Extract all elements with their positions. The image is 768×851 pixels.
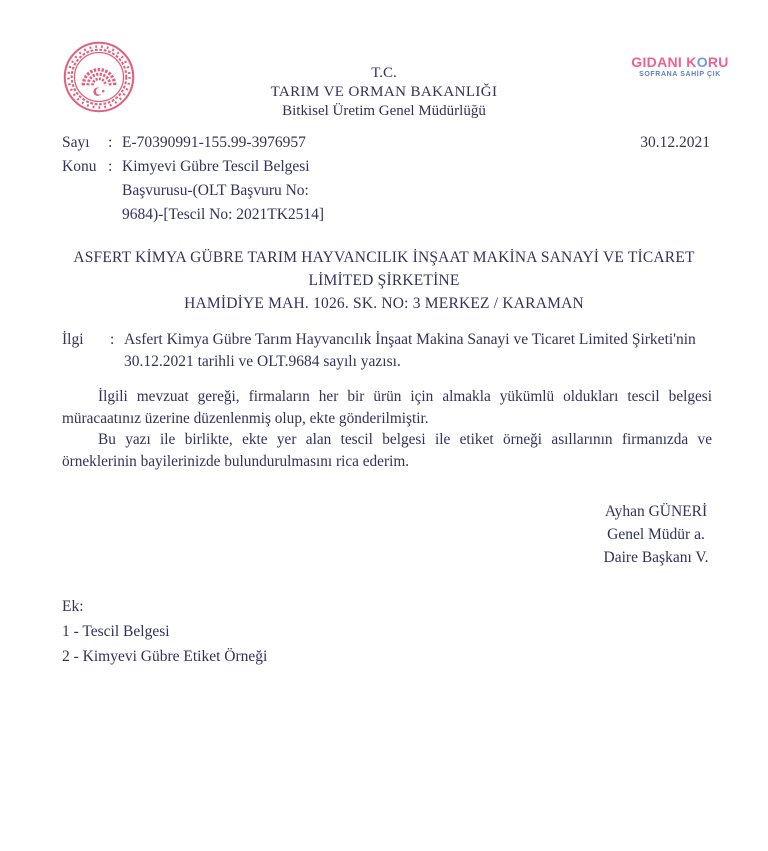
- directorate-name: Bitkisel Üretim Genel Müdürlüğü: [282, 103, 486, 119]
- attachments-label: Ek:: [62, 598, 84, 615]
- document-number: E-70390991-155.99-3976957: [122, 134, 306, 151]
- document-number-row: Sayı : E-70390991-155.99-3976957: [62, 131, 712, 155]
- reference-text: [124, 329, 714, 373]
- subject-label: Konu: [62, 158, 97, 175]
- addressee-line: LİMİTED ŞİRKETİNE: [308, 272, 460, 289]
- reference-line: Asfert Kimya Gübre Tarım Hayvancılık İnşaat Makina Sanayi ve Ticaret Limited Şirketi'nin: [124, 331, 696, 348]
- subject-line: Kimyevi Gübre Tescil Belgesi: [122, 158, 310, 175]
- ministry-name: TARIM VE ORMAN BAKANLIĞI: [270, 84, 498, 100]
- letter-body: [62, 386, 712, 472]
- signature-block: [556, 500, 756, 569]
- signer-title: Genel Müdür a.: [607, 526, 705, 543]
- gidani-koru-logo: [612, 54, 748, 79]
- addressee-line: ASFERT KİMYA GÜBRE TARIM HAYVANCILIK İNŞAAT MAKİNA SANAYİ VE TİCARET: [73, 249, 695, 266]
- subject-row: Konu : Kimyevi Gübre Tescil Belgesi: [62, 155, 712, 179]
- attachment-item: 1 - Tescil Belgesi: [62, 623, 170, 640]
- campaign-title: GIDANI KORU: [631, 54, 729, 70]
- signer-name: Ayhan GÜNERİ: [604, 503, 708, 520]
- campaign-subtitle: SOFRANA SAHİP ÇIK: [639, 71, 721, 78]
- addressee-line: HAMİDİYE MAH. 1026. SK. NO: 3 MERKEZ / KARAMAN: [184, 295, 584, 312]
- campaign-title-o: O: [696, 54, 708, 70]
- addressee-block: [0, 246, 768, 315]
- subject-line: 9684)-[Tescil No: 2021TK2514]: [122, 206, 325, 223]
- republic-abbreviation: T.C.: [371, 65, 397, 81]
- reference-block: İlgi : Asfert Kimya Gübre Tarım Hayvancılık İnşaat Makina Sanayi ve Ticaret Limited Şirketi'nin 30.12.2021 tarihli ve OLT.9684 sayılı yazısı.: [62, 329, 714, 373]
- attachments-block: [62, 594, 267, 669]
- attachment-item: 2 - Kimyevi Gübre Etiket Örneği: [62, 648, 268, 665]
- document-date: 30.12.2021: [640, 134, 710, 151]
- signer-title: Daire Başkanı V.: [603, 549, 709, 566]
- reference-label: İlgi: [62, 331, 84, 348]
- body-paragraph: Bu yazı ile birlikte, ekte yer alan tescil belgesi ile etiket örneği asıllarının firmanızda ve örneklerinin bayilerinizde bulundurulmasını rica ederim.: [62, 431, 712, 470]
- reference-line: 30.12.2021 tarihli ve OLT.9684 sayılı yazısı.: [124, 353, 401, 370]
- number-label: Sayı: [62, 134, 90, 151]
- subject-line: Başvurusu-(OLT Başvuru No:: [122, 182, 309, 199]
- document-meta: [62, 131, 712, 227]
- body-paragraph: İlgili mevzuat gereği, firmaların her bir ürün için almakla yükümlü oldukları tescil belgesi müracaatınız üzerine düzenlenmiş olup, ekte gönderilmiştir.: [62, 388, 712, 427]
